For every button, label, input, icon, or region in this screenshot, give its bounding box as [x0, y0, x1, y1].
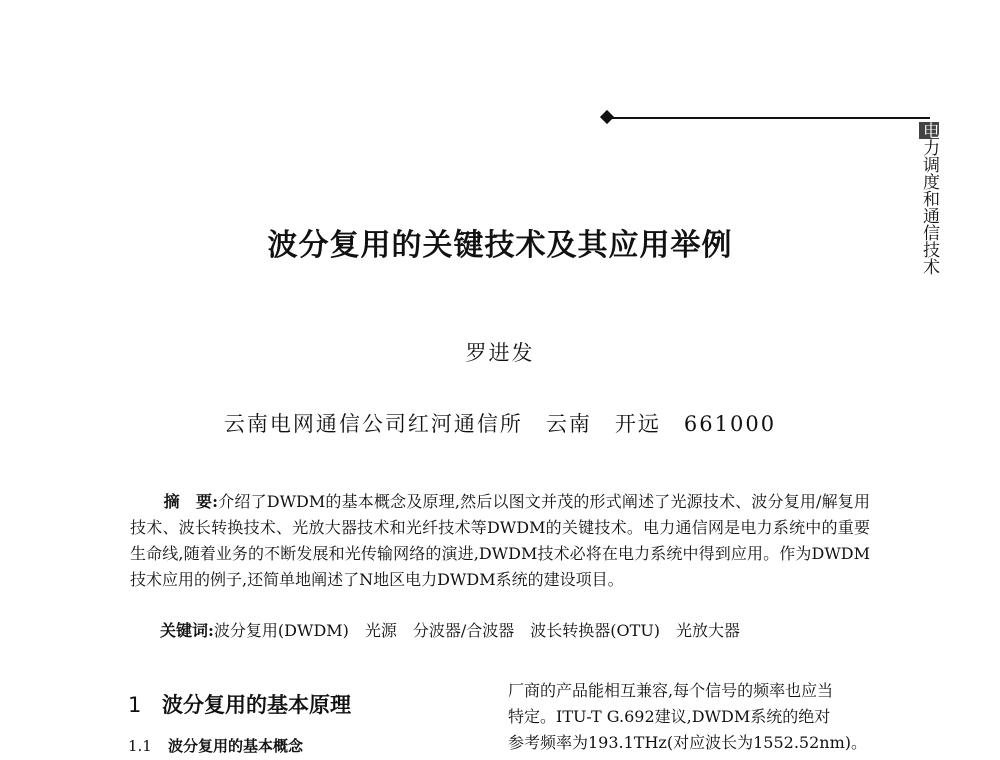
- subsection-number: 1.1: [128, 737, 152, 755]
- keywords-label: 关键词:: [160, 621, 214, 640]
- header-rule: [612, 117, 930, 119]
- article-title: 波分复用的关键技术及其应用举例: [267, 228, 733, 263]
- journal-section-tab-text: 力调度和通信技术: [919, 139, 939, 275]
- section-heading: [128, 689, 351, 719]
- journal-section-tab: [915, 122, 939, 287]
- subsection-heading: [128, 735, 303, 756]
- body-text-line: 参考频率为193.1THz(对应波长为1552.52nm)。: [508, 733, 867, 752]
- body-text-line: 特定。ITU-T G.692建议,DWDM系统的绝对: [508, 707, 831, 726]
- subsection-title-text: 波分复用的基本概念: [168, 737, 304, 755]
- abstract-text: 介绍了DWDM的基本概念及原理,然后以图文并茂的形式阐述了光源技术、波分复用/解复用技术、波长转换技术、光放大器技术和光纤技术等DWDM的关键技术。电力通信网是电力系统中的重要生命线,随着业务的不断发展和光传输网络的演进,DWDM技术必将在电力系统中得到应用。作为DWDM技术应用的例子,还简单地阐述了N地区电力DWDM系统的建设项目。: [130, 492, 870, 589]
- body-text-line: 厂商的产品能相互兼容,每个信号的频率也应当: [508, 681, 834, 700]
- keywords: [160, 618, 870, 644]
- journal-section-tab-highlight: 电: [919, 122, 939, 139]
- section-title-text: 波分复用的基本原理: [162, 693, 351, 717]
- abstract: [130, 489, 870, 593]
- right-column-text: [508, 678, 870, 756]
- keywords-text: 波分复用(DWDM) 光源 分波器/合波器 波长转换器(OTU) 光放大器: [213, 621, 741, 640]
- article-author: 罗进发: [465, 341, 535, 365]
- abstract-label: 摘 要:: [163, 492, 219, 511]
- section-number: 1: [128, 693, 142, 717]
- article-affiliation: 云南电网通信公司红河通信所 云南 开远 661000: [223, 412, 777, 436]
- diamond-icon: [600, 110, 614, 124]
